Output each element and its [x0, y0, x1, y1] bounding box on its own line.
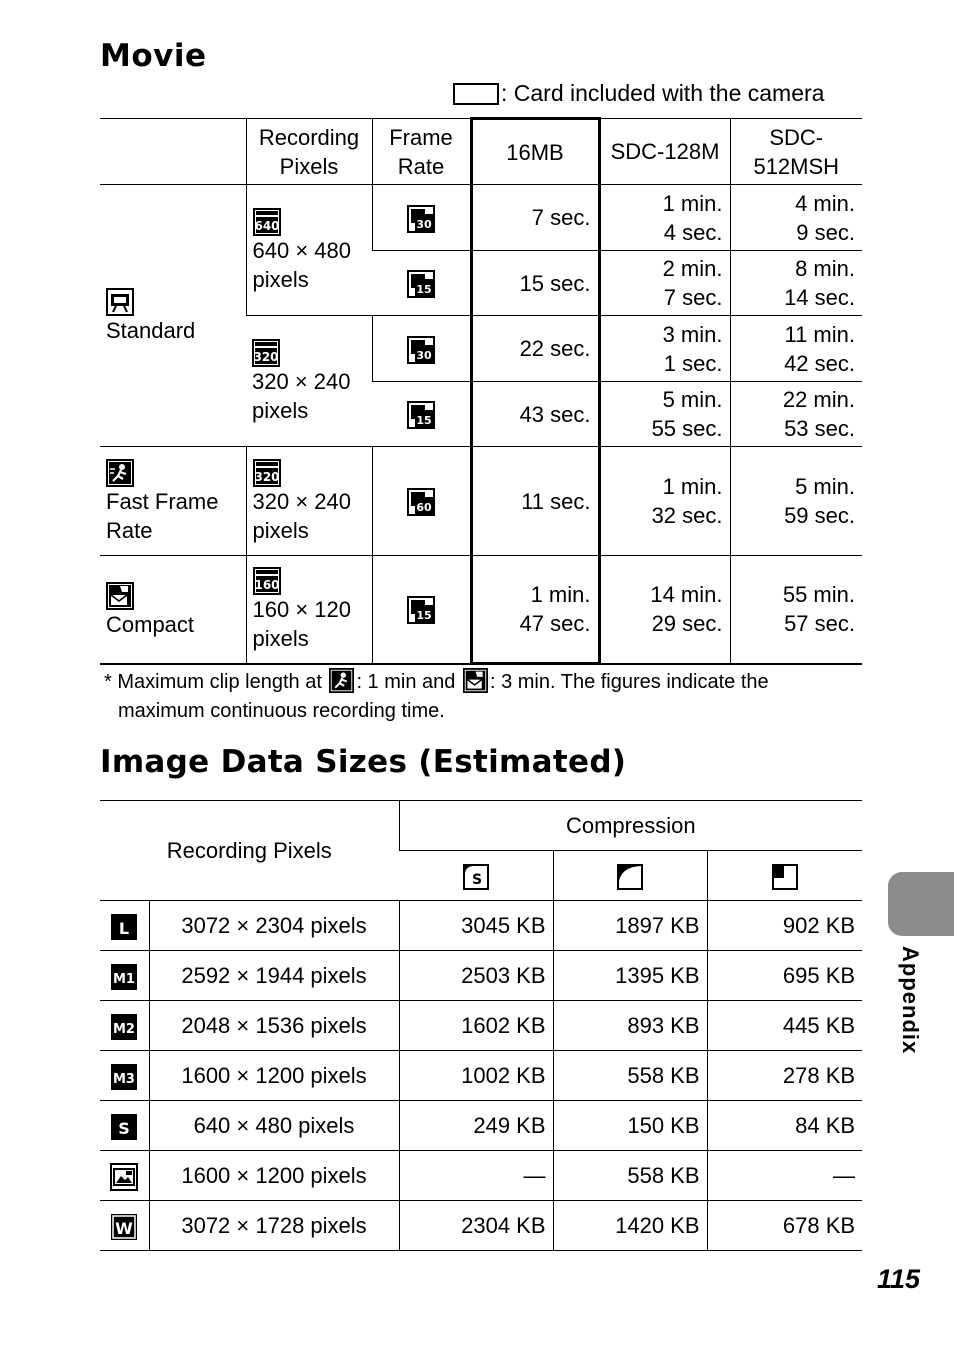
capacity-16mb: 11 sec. — [471, 447, 599, 556]
svg-text:160: 160 — [253, 578, 280, 593]
normal-size: 695 KB — [707, 951, 862, 1001]
capacity-sdc512msh: 4 min. 9 sec. — [730, 185, 862, 251]
capacity-sdc128m: 1 min. 32 sec. — [599, 447, 730, 556]
size-icon-cell — [100, 901, 149, 951]
svg-text:15: 15 — [416, 414, 432, 428]
large-size-icon — [110, 913, 138, 941]
capacity-sdc512msh: 11 min. 42 sec. — [730, 316, 862, 382]
fine-icon — [616, 863, 644, 891]
capacity-sdc512msh: 22 min. 53 sec. — [730, 382, 862, 447]
normal-size: 902 KB — [707, 901, 862, 951]
size-icon-cell — [100, 1001, 149, 1051]
frame-rate-cell — [372, 185, 471, 251]
capacity-sdc128m: 3 min. 1 sec. — [599, 316, 730, 382]
svg-text:30: 30 — [416, 217, 432, 231]
pixels-cell: 2048 × 1536 pixels — [149, 1001, 399, 1051]
svg-text:30: 30 — [416, 348, 432, 362]
pixels-cell: 1600 × 1200 pixels — [149, 1051, 399, 1101]
svg-text:M2: M2 — [113, 1021, 136, 1037]
capacity-sdc128m: 2 min. 7 sec. — [599, 251, 730, 316]
table-row — [100, 556, 862, 664]
resolution-160: 160 160 × 120 pixels — [246, 556, 372, 664]
pixels-cell: 640 × 480 pixels — [149, 1101, 399, 1151]
header-blank — [100, 119, 246, 185]
superfine-size: — — [399, 1151, 553, 1201]
frame-rate-cell — [372, 447, 471, 556]
30fps-icon — [407, 205, 435, 233]
svg-text:320: 320 — [253, 470, 280, 485]
fine-size: 1420 KB — [553, 1201, 707, 1251]
640-icon — [253, 208, 281, 236]
mode-fast-frame-rate: Fast Frame Rate — [100, 447, 246, 556]
table-row — [100, 1101, 862, 1151]
normal-icon — [771, 863, 799, 891]
postcard-size-icon — [110, 1163, 138, 1191]
size-icon-cell — [100, 1051, 149, 1101]
size-icon-cell — [100, 1151, 149, 1201]
card-legend — [453, 80, 824, 107]
mode-compact: Compact — [100, 556, 246, 664]
30fps-icon — [407, 336, 435, 364]
header-recording-pixels: Recording Pixels — [246, 119, 372, 185]
capacity-16mb: 15 sec. — [471, 251, 599, 316]
table-row — [100, 1051, 862, 1101]
appendix-label: Appendix — [898, 946, 923, 1055]
capacity-16mb: 1 min. 47 sec. — [471, 556, 599, 664]
pixels-cell: 3072 × 2304 pixels — [149, 901, 399, 951]
capacity-sdc128m: 5 min. 55 sec. — [599, 382, 730, 447]
normal-size: 445 KB — [707, 1001, 862, 1051]
capacity-sdc512msh: 55 min. 57 sec. — [730, 556, 862, 664]
capacity-sdc512msh: 8 min. 14 sec. — [730, 251, 862, 316]
superfine-size: 2503 KB — [399, 951, 553, 1001]
compression-superfine — [399, 851, 553, 901]
superfine-icon — [462, 863, 490, 891]
appendix-tab — [888, 872, 954, 936]
header-16mb: 16MB — [471, 119, 599, 185]
header-compression: Compression — [399, 801, 862, 851]
movie-table — [100, 117, 862, 665]
superfine-size: 3045 KB — [399, 901, 553, 951]
size-icon-cell — [100, 1201, 149, 1251]
capacity-sdc128m: 14 min. 29 sec. — [599, 556, 730, 664]
svg-text:L: L — [119, 918, 130, 938]
160-icon — [253, 567, 281, 595]
table-row — [100, 1201, 862, 1251]
svg-text:W: W — [115, 1218, 134, 1238]
320-icon — [252, 339, 280, 367]
normal-size: 84 KB — [707, 1101, 862, 1151]
frame-rate-cell — [372, 251, 471, 316]
resolution-640: 640 640 × 480 pixels — [246, 185, 372, 316]
normal-size: 678 KB — [707, 1201, 862, 1251]
medium3-size-icon — [110, 1063, 138, 1091]
legend-box — [453, 83, 499, 105]
legend-text: : Card included with the camera — [501, 80, 825, 106]
fine-size: 150 KB — [553, 1101, 707, 1151]
footnote: * Maximum clip length at : 1 min and : 3 min. The figures indicate the maximum continuous recording time. — [104, 668, 864, 726]
resolution-320: 320 320 × 240 pixels — [246, 316, 372, 447]
widescreen-size-icon — [110, 1213, 138, 1241]
pixels-cell: 3072 × 1728 pixels — [149, 1201, 399, 1251]
medium1-size-icon — [110, 963, 138, 991]
capacity-16mb: 7 sec. — [471, 185, 599, 251]
320-icon — [253, 459, 281, 487]
compact-movie-icon — [463, 668, 488, 693]
60fps-icon — [407, 488, 435, 516]
svg-text:M3: M3 — [113, 1071, 136, 1087]
image-sizes-table — [100, 800, 862, 1251]
small-size-icon — [110, 1113, 138, 1141]
movie-heading: Movie — [100, 38, 207, 74]
medium2-size-icon — [110, 1013, 138, 1041]
svg-text:S: S — [118, 1118, 131, 1138]
fast-frame-rate-icon — [329, 668, 354, 693]
compression-normal — [707, 851, 862, 901]
capacity-sdc512msh: 5 min. 59 sec. — [730, 447, 862, 556]
svg-text:15: 15 — [416, 609, 432, 623]
header-sdc512msh: SDC- 512MSH — [730, 119, 862, 185]
standard-movie-icon — [106, 288, 134, 316]
fine-size: 1897 KB — [553, 901, 707, 951]
15fps-icon — [407, 596, 435, 624]
capacity-16mb: 22 sec. — [471, 316, 599, 382]
page-number: 115 — [877, 1264, 921, 1294]
header-recording-pixels: Recording Pixels — [100, 801, 399, 901]
svg-text:S: S — [471, 871, 482, 888]
frame-rate-cell — [372, 382, 471, 447]
header-sdc128m: SDC-128M — [599, 119, 730, 185]
superfine-size: 1602 KB — [399, 1001, 553, 1051]
table-row — [100, 1001, 862, 1051]
svg-text:320: 320 — [253, 350, 279, 365]
compact-movie-icon — [106, 582, 134, 610]
fast-frame-rate-icon — [106, 459, 134, 487]
frame-rate-cell — [372, 556, 471, 664]
image-sizes-heading: Image Data Sizes (Estimated) — [100, 744, 627, 780]
mode-standard: Standard — [100, 185, 246, 447]
size-icon-cell — [100, 1101, 149, 1151]
svg-text:640: 640 — [253, 219, 280, 234]
fine-size: 558 KB — [553, 1051, 707, 1101]
sizes-header-row — [100, 801, 862, 851]
svg-text:60: 60 — [416, 501, 432, 515]
table-row — [100, 185, 862, 251]
header-frame-rate: Frame Rate — [372, 119, 471, 185]
capacity-16mb: 43 sec. — [471, 382, 599, 447]
table-row — [100, 447, 862, 556]
superfine-size: 1002 KB — [399, 1051, 553, 1101]
pixels-cell: 1600 × 1200 pixels — [149, 1151, 399, 1201]
fine-size: 558 KB — [553, 1151, 707, 1201]
size-icon-cell — [100, 951, 149, 1001]
table-row — [100, 901, 862, 951]
frame-rate-cell — [372, 316, 471, 382]
superfine-size: 249 KB — [399, 1101, 553, 1151]
normal-size: — — [707, 1151, 862, 1201]
compression-fine — [553, 851, 707, 901]
15fps-icon — [407, 401, 435, 429]
pixels-cell: 2592 × 1944 pixels — [149, 951, 399, 1001]
svg-text:M1: M1 — [113, 971, 136, 987]
fine-size: 1395 KB — [553, 951, 707, 1001]
fine-size: 893 KB — [553, 1001, 707, 1051]
superfine-size: 2304 KB — [399, 1201, 553, 1251]
normal-size: 278 KB — [707, 1051, 862, 1101]
movie-header-row — [100, 119, 862, 185]
15fps-icon — [407, 270, 435, 298]
table-row — [100, 1151, 862, 1201]
resolution-320: 320 320 × 240 pixels — [246, 447, 372, 556]
svg-text:15: 15 — [416, 283, 432, 297]
table-row — [100, 951, 862, 1001]
capacity-sdc128m: 1 min. 4 sec. — [599, 185, 730, 251]
